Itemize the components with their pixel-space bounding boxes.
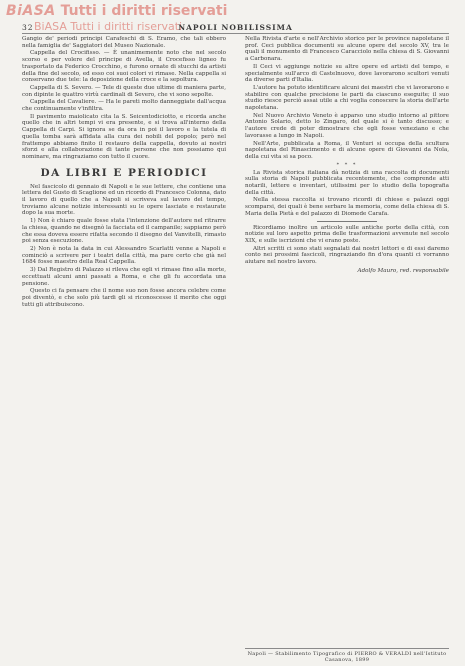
paragraph: La Rivista storica italiana dà notizia di una raccolta di documenti sulla storia di Napoli pubblicata recentemente, che comprende atti notarili, lettere e inventari, utilissimi per lo studio della topografia della città. (245, 169, 449, 196)
paragraph: Nella Rivista d'arte e nell'Archivio storico per le province napoletane il prof. Ceci pubblica documenti su alcune opere del secolo XV, tra le quali il monumento di Francesco Caracciolo nella chiesa di S. Giovanni a Carbonara. (245, 36, 449, 63)
section-title: DA LIBRI E PERIODICI (40, 166, 208, 179)
page-number: 32 (22, 23, 34, 32)
editor-signature: Adolfo Mauro, red. responsabile (357, 267, 449, 274)
paragraph: Ricordiamo inoltre un articolo sulle antiche porte della città, con notizie sul loro aspetto prima delle trasformazioni avvenute nel secolo XIX, e sulle iscrizioni che vi erano poste. (245, 224, 449, 244)
paragraph: Il pavimento maiolicato cita la S. Seicentodiciotto, e ricorda anche quello che in altri tempi vi era presente, e si trova all'interno della Cappella di Carpi. Si ignora se da ora in poi il lavoro e la tutela di quella tomba sarà affidata alla cura dei nobili del popolo; però nel frattempo abbiamo finito il restauro della cappella, dovuto ai nostri sforzi e alla collaborazione di tante persone che non possiamo qui nominare, ma ringraziamo con tutto il cuore. (22, 113, 226, 160)
paragraph: Altri scritti ci sono stati segnalati dai nostri lettori e di essi daremo conto nei prossimi fascicoli, ringraziando fin d'ora quanti ci vorranno aiutare nel nostro lavoro. (245, 245, 449, 266)
paragraph: 1) Non è chiaro quale fosse stata l'intenzione dell'autore nel ritrarre la chiesa, quando ne disegnò la facciata ed il campanile; sappiamo però che essa doveva essere rifatta secondo il disegno del Vanvitelli, rimasto poi senza esecuzione. (22, 218, 226, 245)
divider-rule (317, 221, 377, 222)
watermark-line-1 (6, 4, 306, 19)
paragraph: Questo ci fa pensare che il nome suo non fosse ancora celebre come poi diventò, e che solo più tardi gli si riconoscesse il merito che oggi tutti gli attribuiscono. (22, 288, 226, 308)
paragraph: L'autore ha potuto identificare alcuni dei maestri che vi lavorarono e stabilire con qualche precisione le parti da ciascuno eseguite; il suo studio riesce perciò assai utile a chi voglia conoscere la storia dell'arte napoletana. (245, 84, 449, 112)
paragraph: Nel Nuovo Archivio Veneto è apparso uno studio intorno al pittore Antonio Solario, detto lo Zingaro, del quale si è tanto discusso; e l'autore crede di poter dimostrare che egli fosse veneziano e che lavorasse a lungo in Napoli. (245, 112, 449, 139)
paragraph: Il Ceci vi aggiunge notizie su altre opere ed artisti del tempo, e specialmente sull'arco di Castelnuovo, dove lavorarono scultori venuti da diverse parti d'Italia. (245, 63, 449, 84)
paragraph: 3) Dal Registro di Palazzo si rileva che egli vi rimase fino alla morte, eccettuati alcuni anni passati a Roma, e che gli fu accordata una pensione. (22, 267, 226, 287)
paragraph: Cappella del Crocifisso. — È unanimemente noto che nel secolo scorso e per volere del principe di Avella, il Crocefisso ligneo fu trasportato da Federico Crocchino, e furono ornate di stucchi da artisti della fine del secolo, ed esso coi suoi colori vi rimase. Nella cappella si conservano due tele: la deposizione della croce e la sepoltura. (22, 50, 226, 84)
header-rule (22, 33, 449, 34)
section-separator: * * * (336, 161, 358, 168)
paragraph: Cappella del Cavaliere. — Ha le pareti molto danneggiate dall'acqua che continuamente v'infiltra. (22, 99, 226, 113)
paragraph: Cappella di S. Severo. — Tele di queste due ultime di maniera parte, con dipinte le quattro virtù cardinali di Severo, che vi sono sepolte. (22, 84, 226, 98)
paragraph: 2) Non è nota la data in cui Alessandro Scarlatti venne a Napoli e cominciò a scrivere per i teatri della città, ma pare certo che già nel 1684 fosse maestro della Real Cappella. (22, 245, 226, 266)
paragraph: Gangio de' periodi principi Carafeschi di S. Eramo, che tali ebbero nella famiglia de' Saggiatori del Museo Nazionale. (22, 36, 226, 49)
footer-rule (245, 648, 449, 649)
paragraph: Nella stessa raccolta si trovano ricordi di chiese e palazzi oggi scomparsi, dei quali è bene serbare la memoria, come della chiesa di S. Maria della Pietà e del palazzo di Diomede Carafa. (245, 197, 449, 217)
watermark-line-2: BiASA Tutti i diritti riservati (34, 20, 183, 33)
printer-imprint: Napoli — Stabilimento Tipografico di PIERRO & VERALDI nell'Istituto Casanova, 1899 (247, 651, 447, 663)
watermark-logo: BiASA (6, 3, 56, 19)
paragraph: Nel fascicolo di gennaio di Napoli e le sue lettere, che contiene una lettera del Gusto di Scaglione ed un ricordo di Francesco Colonna, dato il lavoro di quello che a Napoli si scriveva sul lavoro del tempo, troviamo alcune notizie interessanti su le opere lasciate e restaurate dopo la sua morte. (22, 183, 226, 217)
watermark-text: Tutti i diritti riservati (60, 3, 228, 19)
left-column (22, 36, 226, 648)
running-title: NAPOLI NOBILISSIMA (178, 23, 293, 32)
right-column (245, 36, 449, 648)
paragraph: Nell'Arte, pubblicata a Roma, il Venturi si occupa della scultura napoletana del Rinascimento e di alcune opere di Giovanni da Nola, della cui vita si sa poco. (245, 140, 449, 160)
